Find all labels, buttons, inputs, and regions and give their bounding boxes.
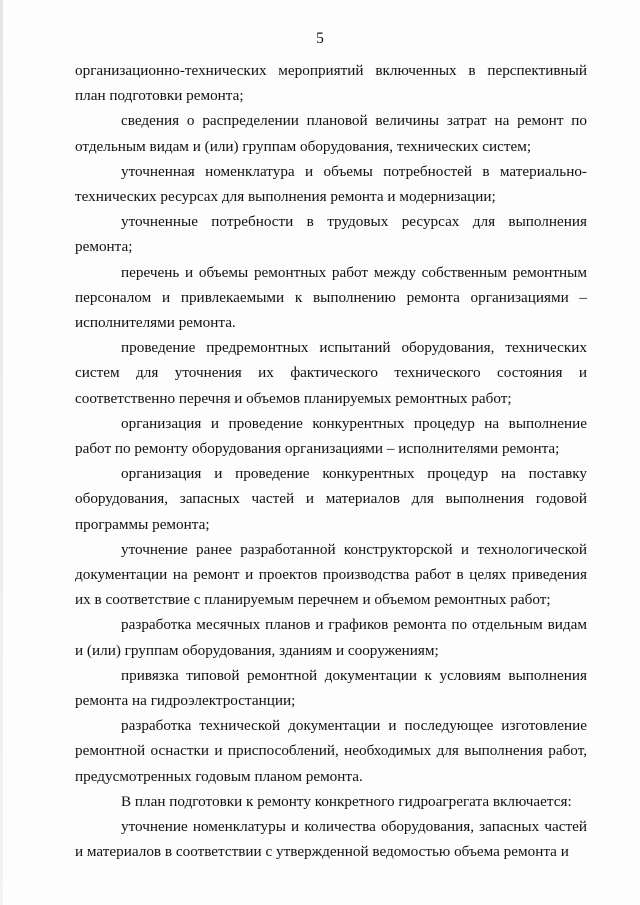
scan-edge-shadow bbox=[0, 0, 3, 905]
paragraph: разработка месячных планов и графиков ремонта по отдельным видам и (или) группам оборудования, зданиям и сооружениям; bbox=[75, 616, 587, 659]
paragraph: В план подготовки к ремонту конкретного гидроагрегата включается: bbox=[121, 792, 572, 810]
paragraph: привязка типовой ремонтной документации к условиям выполнения ремонта на гидроэлектростанции; bbox=[75, 666, 587, 710]
paragraph: уточнение номенклатуры и количества оборудования, запасных частей и материалов в соответствии с утвержденной ведомостью объема ремонта и bbox=[75, 818, 587, 861]
paragraph: уточнение ранее разработанной конструкторской и технологической документации на ремонт и проектов производства работ в целях приведения их в соответствие с планируемым перечнем и объемом ремонтных работ; bbox=[75, 540, 587, 609]
document-body bbox=[75, 58, 587, 865]
paragraph: уточненная номенклатура и объемы потребностей в материально-технических ресурсах для выполнения ремонта и модернизации; bbox=[75, 162, 587, 206]
paragraph: организационно-технических мероприятий включенных в перспективный план подготовки ремонта; bbox=[75, 62, 587, 105]
paragraph: уточненные потребности в трудовых ресурсах для выполнения ремонта; bbox=[75, 213, 587, 256]
paragraph: организация и проведение конкурентных процедур на поставку оборудования, запасных частей и материалов для выполнения годовой программы ремонта; bbox=[75, 465, 587, 533]
paragraph: сведения о распределении плановой величины затрат на ремонт по отдельным видам и (или) группам оборудования, технических систем; bbox=[75, 112, 587, 155]
page-number: 5 bbox=[316, 30, 324, 47]
paragraph: проведение предремонтных испытаний оборудования, технических систем для уточнения их фактического технического состояния и соответственно перечня и объемов планируемых ремонтных работ; bbox=[75, 339, 587, 407]
paragraph: перечень и объемы ремонтных работ между собственным ремонтным персоналом и привлекаемыми к выполнению ремонта организациями – исполнителями ремонта. bbox=[75, 263, 587, 332]
paragraph: организация и проведение конкурентных процедур на выполнение работ по ремонту оборудования организациями – исполнителями ремонта; bbox=[75, 414, 587, 458]
paragraph: разработка технической документации и последующее изготовление ремонтной оснастки и приспособлений, необходимых для выполнения работ, предусмотренных годовым планом ремонта. bbox=[75, 717, 587, 785]
